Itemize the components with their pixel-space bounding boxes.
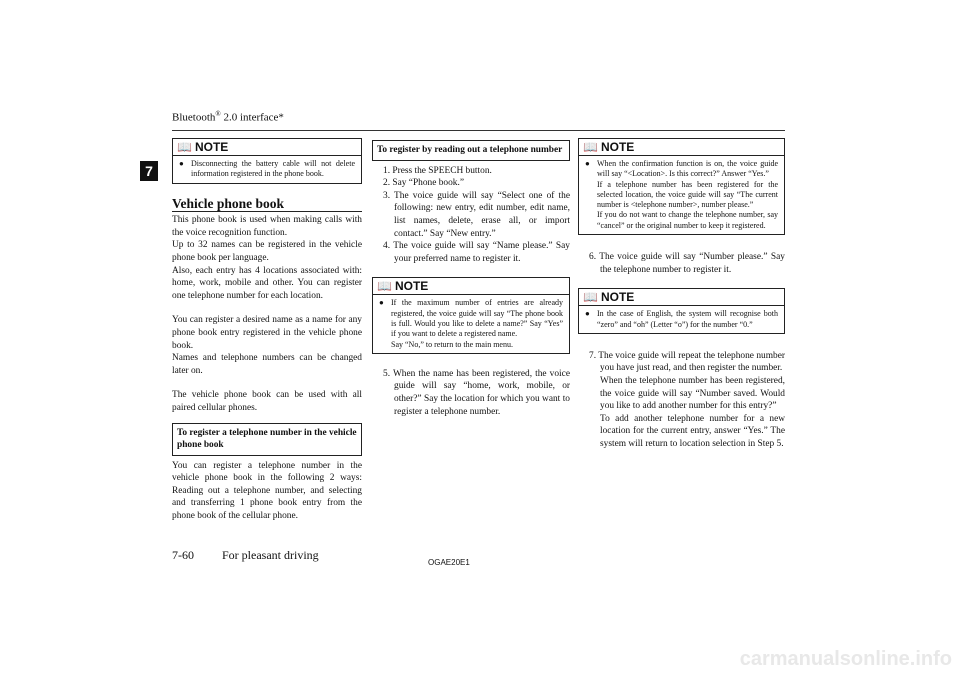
step bbox=[586, 350, 785, 451]
page-number: 7-60 bbox=[172, 548, 194, 562]
footer-section: For pleasant driving bbox=[222, 548, 319, 562]
note-text: Disconnecting the battery cable will not delete information registered in the phone book. bbox=[191, 159, 355, 179]
header-text-rest: 2.0 interface* bbox=[220, 111, 284, 124]
note-book-icon: 📖 bbox=[583, 290, 598, 305]
note-box bbox=[172, 138, 362, 184]
para: This phone book is used when making calls with the voice recognition function. bbox=[172, 215, 362, 238]
para: You can register a telephone number in the vehicle phone book in the following 2 ways: Reading out a telephone number, and selecting and transferring 1 phone book entry from the phone book of the cellular phone. bbox=[172, 460, 362, 522]
step-text: 7. The voice guide will repeat the telephone number you have just read, and then register the number. bbox=[589, 350, 785, 374]
bullet-icon: ● bbox=[585, 309, 590, 319]
step: 2. Say “Phone book.” bbox=[383, 178, 464, 189]
step: 1. Press the SPEECH button. bbox=[383, 165, 492, 176]
running-header bbox=[172, 110, 284, 124]
bullet-icon: ● bbox=[585, 159, 590, 168]
note-text: Say “No,” to return to the main menu. bbox=[391, 339, 513, 349]
column-3 bbox=[578, 138, 785, 463]
step: 6. The voice guide will say “Number please.” Say the telephone number to register it. bbox=[589, 252, 785, 275]
step-list bbox=[578, 251, 785, 276]
para: The vehicle phone book can be used with all paired cellular phones. bbox=[172, 390, 362, 413]
note-label: NOTE bbox=[194, 140, 229, 154]
step-list bbox=[372, 165, 570, 266]
note-book-icon: 📖 bbox=[583, 140, 598, 154]
note-box bbox=[578, 138, 785, 235]
note-box bbox=[578, 288, 785, 334]
para: Names and telephone numbers can be changed later on. bbox=[172, 353, 362, 376]
step: 3. The voice guide will say “Select one of the following: new entry, edit number, edit name, list names, delete, erase all, or import contact.” Say “New entry.” bbox=[383, 190, 570, 239]
section-heading: Vehicle phone book bbox=[172, 198, 362, 213]
para: Up to 32 names can be registered in the vehicle phone book per language. bbox=[172, 240, 362, 263]
step-list bbox=[372, 368, 570, 418]
step-text: When the telephone number has been registered, the voice guide will say “Number saved. Would you like to add another number for this entry?” bbox=[600, 376, 785, 412]
note-box bbox=[372, 277, 570, 353]
bullet-icon: ● bbox=[379, 298, 384, 308]
header-text: Bluetooth bbox=[172, 111, 216, 124]
note-book-icon: 📖 bbox=[177, 140, 192, 154]
bullet-icon: ● bbox=[179, 159, 184, 168]
column-2 bbox=[372, 140, 570, 430]
subheading-box: To register a telephone number in the vehicle phone book bbox=[172, 423, 362, 456]
step: 5. When the name has been registered, the voice guide will say “home, work, mobile, or other?” Say the location for which you want to register a telephone number. bbox=[383, 368, 570, 417]
para: You can register a desired name as a name for any phone book entry registered in the vehicle phone book. bbox=[172, 315, 362, 351]
note-label: NOTE bbox=[600, 140, 635, 154]
para: Also, each entry has 4 locations associated with: home, work, mobile and other. You can register one telephone number for each location. bbox=[172, 265, 362, 301]
note-text: When the confirmation function is on, the voice guide will say “<Location>. Is this correct?” Answer “Yes.” bbox=[597, 159, 778, 179]
step: 4. The voice guide will say “Name please.” Say your preferred name to register it. bbox=[383, 241, 570, 264]
note-text: If a telephone number has been registered for the selected location, the voice guide will say “The current number is <telephone number>, number please.” bbox=[597, 179, 778, 210]
step-list bbox=[578, 350, 785, 451]
note-label: NOTE bbox=[600, 290, 635, 305]
note-text: If the maximum number of entries are already registered, the voice guide will say “The phone book is full. Would you like to delete a name?” Say “Yes” if you want to delete a registered name. bbox=[391, 298, 563, 339]
chapter-tab: 7 bbox=[140, 161, 158, 181]
step-text: To add another telephone number for a new location for the current entry, answer “Yes.” The system will return to location selection in Step 5. bbox=[600, 413, 785, 450]
watermark: carmanualsonline.info bbox=[739, 648, 952, 670]
note-label: NOTE bbox=[394, 279, 429, 294]
subheading-box: To register by reading out a telephone number bbox=[372, 140, 570, 161]
note-book-icon: 📖 bbox=[377, 279, 392, 294]
note-text: If you do not want to change the telephone number, say “cancel” or the original number to keep it registered. bbox=[597, 210, 778, 230]
doc-code: OGAE20E1 bbox=[428, 558, 470, 567]
header-rule bbox=[172, 130, 785, 131]
column-1 bbox=[172, 138, 362, 523]
registered-mark: ® bbox=[215, 110, 221, 118]
note-text: In the case of English, the system will recognise both “zero” and “oh” (Letter “o”) for the number “0.” bbox=[597, 309, 778, 329]
